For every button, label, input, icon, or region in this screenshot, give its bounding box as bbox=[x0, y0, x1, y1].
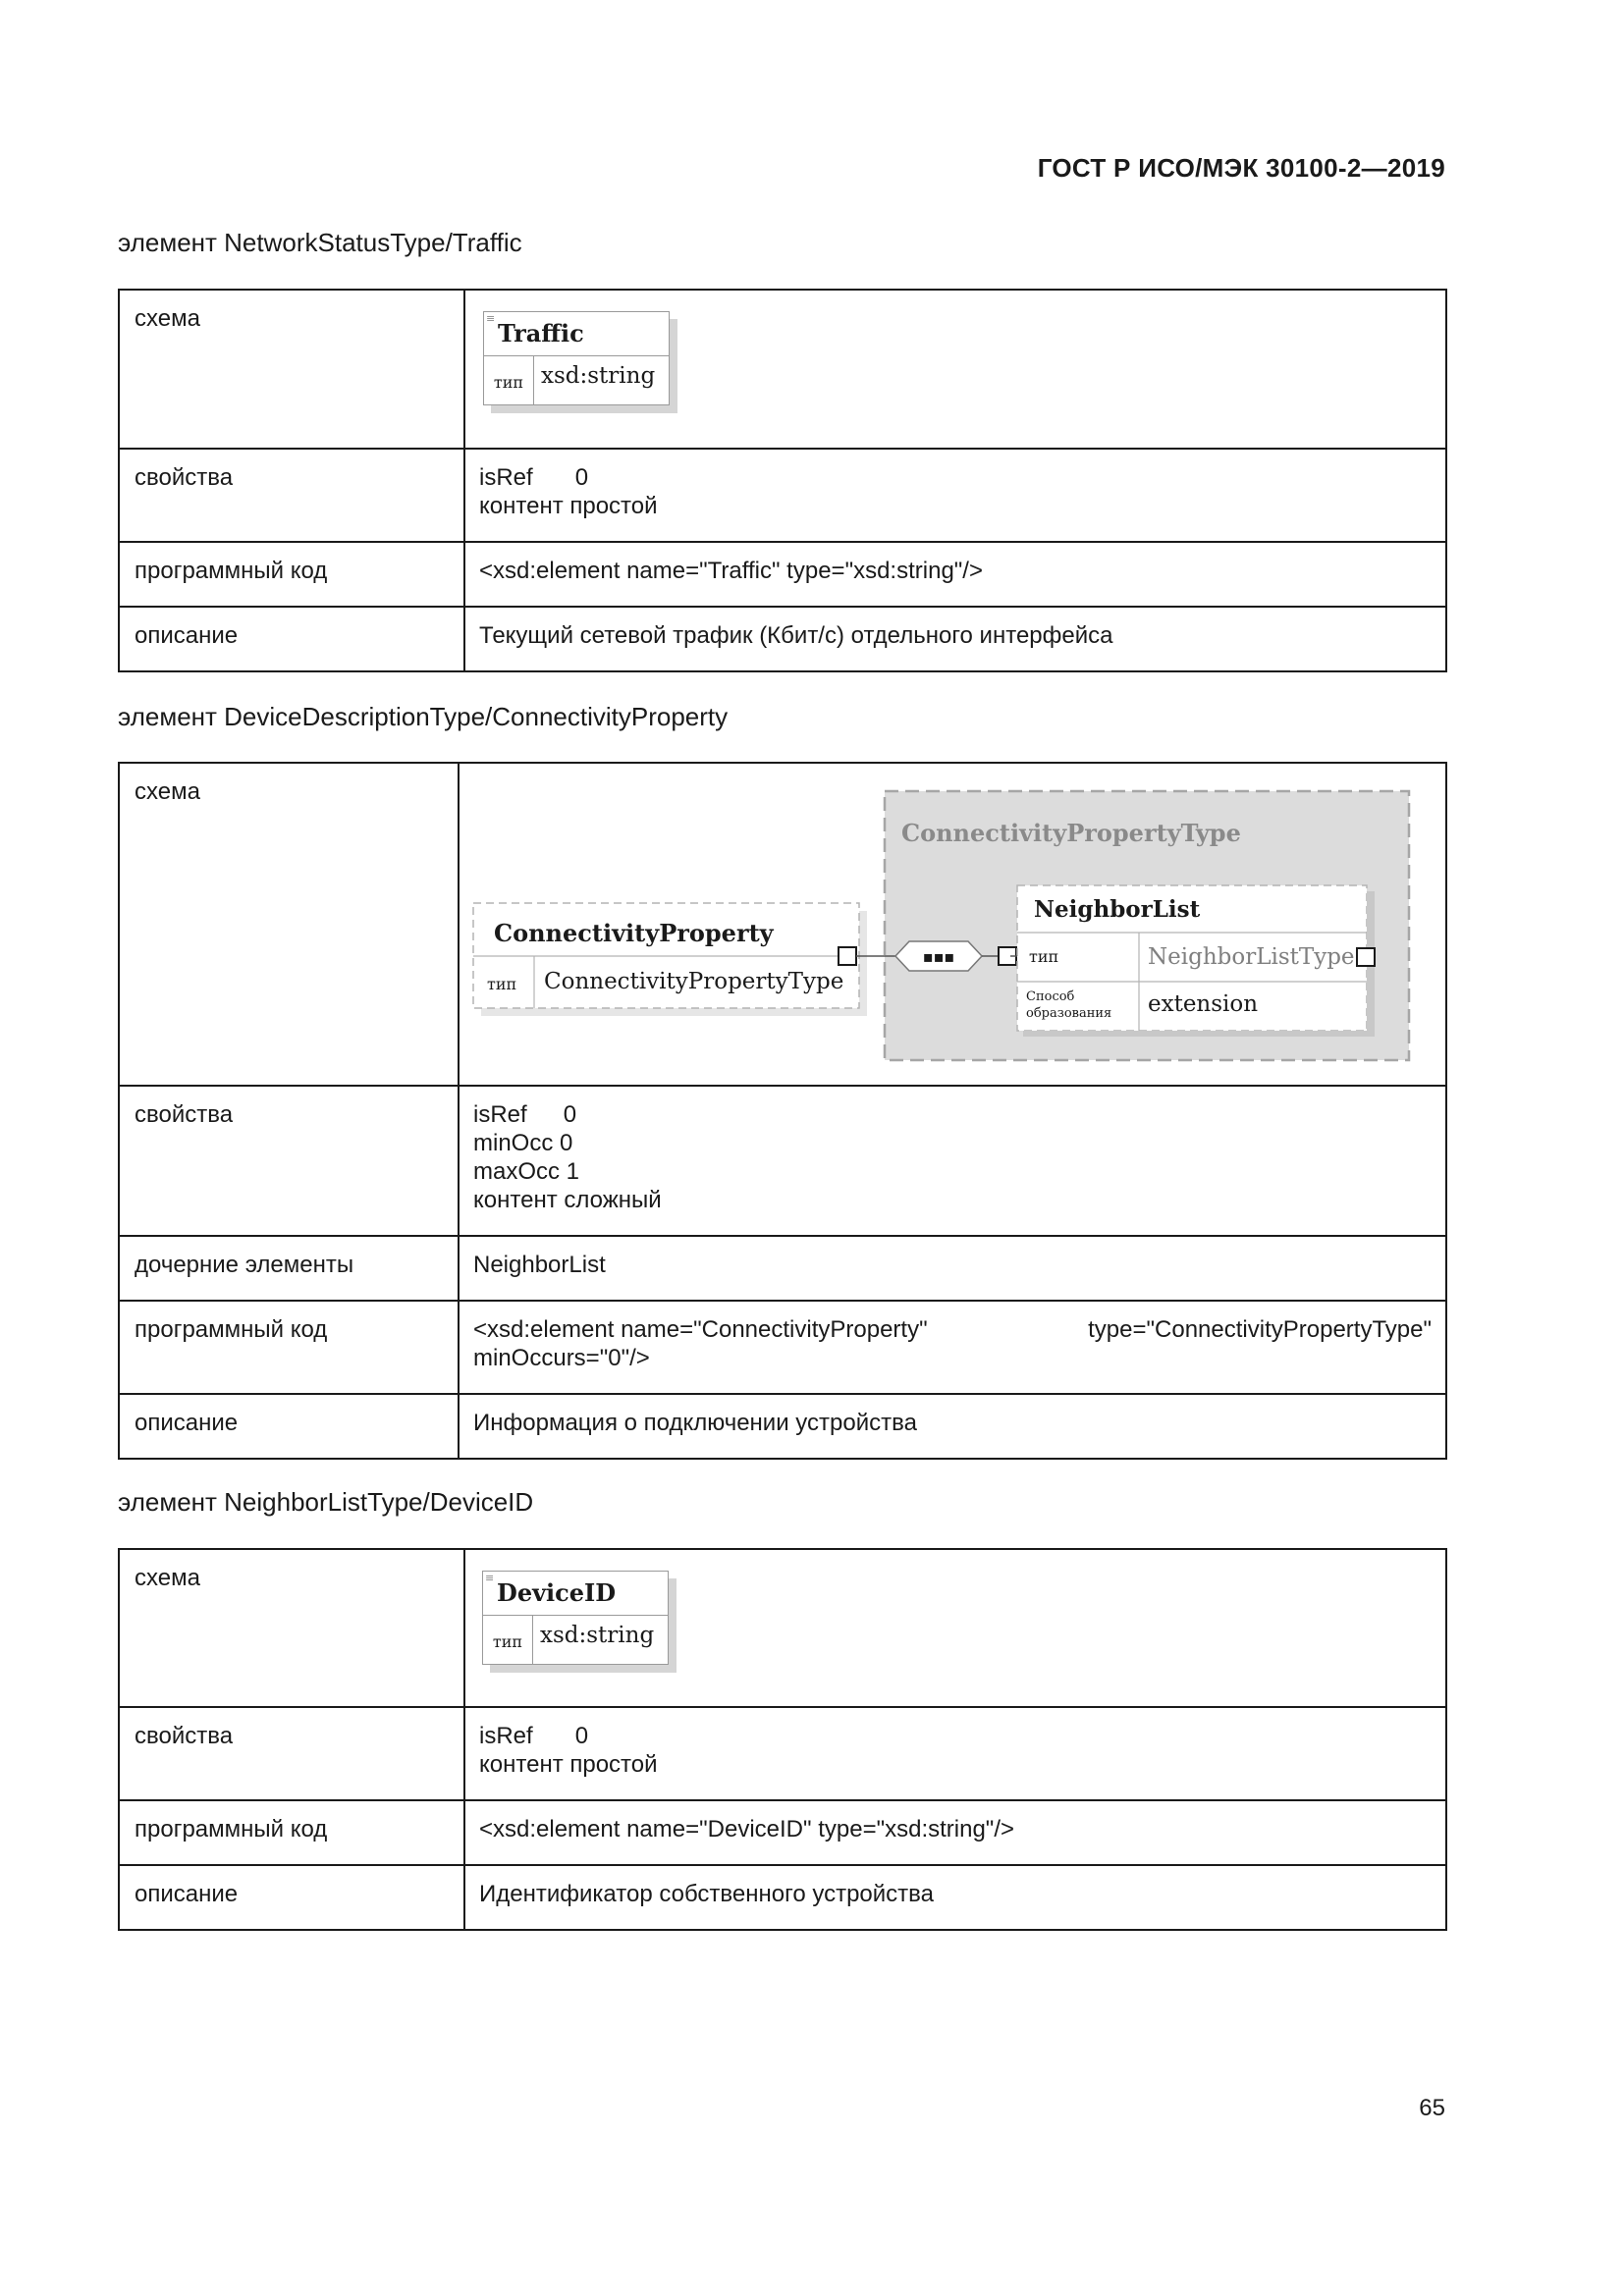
element-marker-icon: ≡ bbox=[486, 312, 496, 325]
content-type: контент сложный bbox=[473, 1187, 662, 1213]
element-box-traffic bbox=[483, 311, 670, 405]
table-row bbox=[119, 1086, 1446, 1236]
type-value: xsd:string bbox=[541, 363, 656, 389]
section-title-traffic: элемент NetworkStatusType/Traffic bbox=[118, 228, 522, 257]
type-label: тип bbox=[484, 356, 534, 404]
spec-table-traffic bbox=[118, 289, 1447, 672]
child-element-name: NeighborList bbox=[1034, 896, 1201, 923]
schema-diagram bbox=[460, 764, 1445, 1083]
element-shadow bbox=[1023, 1031, 1375, 1037]
row-label: программный код bbox=[119, 542, 464, 607]
table-row bbox=[119, 1707, 1446, 1800]
table-row bbox=[119, 1865, 1446, 1930]
table-row bbox=[119, 1394, 1446, 1459]
table-row bbox=[119, 542, 1446, 607]
content-type: контент простой bbox=[479, 493, 658, 519]
type-label: тип bbox=[487, 975, 517, 993]
code-cell: <xsd:element name="DeviceID" type="xsd:string"/> bbox=[464, 1800, 1446, 1865]
element-box-deviceid bbox=[482, 1571, 669, 1665]
row-label: свойства bbox=[119, 1086, 459, 1236]
props-cell bbox=[459, 1086, 1446, 1236]
row-label: описание bbox=[119, 1865, 464, 1930]
table-row bbox=[119, 290, 1446, 449]
row-label: описание bbox=[119, 1394, 459, 1459]
section-title-connectivity: элемент DeviceDescriptionType/ConnectivityProperty bbox=[118, 702, 729, 731]
row-label: описание bbox=[119, 607, 464, 671]
isref-key: isRef bbox=[479, 1723, 533, 1749]
derivation-value: extension bbox=[1148, 991, 1259, 1017]
schema-cell bbox=[464, 1549, 1446, 1707]
page-number: 65 bbox=[1419, 2095, 1445, 2121]
description-cell: Информация о подключении устройства bbox=[459, 1394, 1446, 1459]
element-name: Traffic bbox=[484, 312, 669, 356]
spec-table-connectivity bbox=[118, 762, 1447, 1460]
isref-key: isRef bbox=[473, 1101, 527, 1128]
children-cell: NeighborList bbox=[459, 1236, 1446, 1301]
type-value: ConnectivityPropertyType bbox=[544, 969, 844, 994]
props-cell bbox=[464, 1707, 1446, 1800]
row-label: свойства bbox=[119, 1707, 464, 1800]
derivation-label: Способ bbox=[1026, 989, 1075, 1004]
schema-cell bbox=[464, 290, 1446, 449]
row-label: программный код bbox=[119, 1301, 459, 1394]
section-title-deviceid: элемент NeighborListType/DeviceID bbox=[118, 1487, 534, 1517]
row-label: схема bbox=[119, 290, 464, 449]
derivation-label: образования bbox=[1026, 1006, 1112, 1021]
max-occurs: maxOcc 1 bbox=[473, 1158, 580, 1185]
table-row bbox=[119, 1301, 1446, 1394]
code-cell: <xsd:element name="Traffic" type="xsd:string"/> bbox=[464, 542, 1446, 607]
table-row bbox=[119, 763, 1446, 1086]
table-row bbox=[119, 1549, 1446, 1707]
row-label: схема bbox=[119, 763, 459, 1086]
table-row bbox=[119, 1236, 1446, 1301]
code-part: <xsd:element name="ConnectivityProperty" bbox=[473, 1316, 928, 1343]
spec-table-deviceid bbox=[118, 1548, 1447, 1931]
element-name: DeviceID bbox=[483, 1572, 668, 1616]
min-occurs: minOcc 0 bbox=[473, 1130, 573, 1156]
code-part: minOccurs="0"/> bbox=[473, 1345, 650, 1371]
isref-value: 0 bbox=[563, 1101, 577, 1128]
isref-value: 0 bbox=[574, 464, 589, 491]
child-type-value: NeighborListType bbox=[1148, 944, 1355, 970]
isref-value: 0 bbox=[574, 1723, 589, 1749]
expand-toggle-icon[interactable] bbox=[839, 947, 856, 965]
description-cell: Идентификатор собственного устройства bbox=[464, 1865, 1446, 1930]
row-label: программный код bbox=[119, 1800, 464, 1865]
table-row bbox=[119, 449, 1446, 542]
code-part: type="ConnectivityPropertyType" bbox=[1088, 1316, 1432, 1343]
element-name: ConnectivityProperty bbox=[494, 919, 774, 947]
row-label: схема bbox=[119, 1549, 464, 1707]
type-label: тип bbox=[483, 1616, 533, 1664]
table-row bbox=[119, 1800, 1446, 1865]
code-cell bbox=[459, 1301, 1446, 1394]
schema-cell bbox=[459, 763, 1446, 1086]
description-cell: Текущий сетевой трафик (Кбит/с) отдельного интерфейса bbox=[464, 607, 1446, 671]
table-row bbox=[119, 607, 1446, 671]
row-label: свойства bbox=[119, 449, 464, 542]
props-cell bbox=[464, 449, 1446, 542]
child-type-label: тип bbox=[1029, 947, 1059, 966]
document-header: ГОСТ Р ИСО/МЭК 30100-2—2019 bbox=[1037, 153, 1445, 183]
complex-type-name: ConnectivityPropertyType bbox=[901, 819, 1241, 847]
content-type: контент простой bbox=[479, 1751, 658, 1778]
isref-key: isRef bbox=[479, 464, 533, 491]
type-value: xsd:string bbox=[540, 1623, 655, 1648]
expand-toggle-icon[interactable] bbox=[1357, 948, 1375, 966]
sequence-icon: ▪▪▪ bbox=[922, 947, 955, 966]
row-label: дочерние элементы bbox=[119, 1236, 459, 1301]
element-marker-icon: ≡ bbox=[485, 1572, 495, 1584]
